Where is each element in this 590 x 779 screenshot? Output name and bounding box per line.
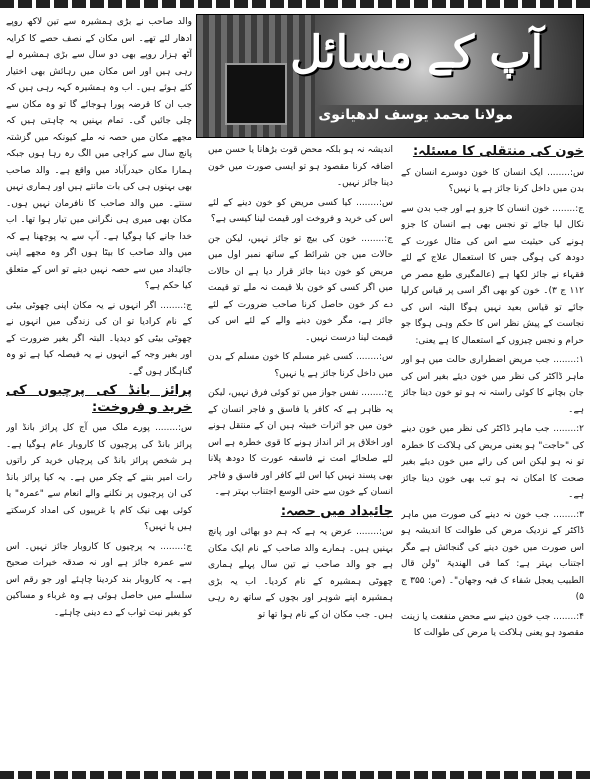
section-heading-property-share: جائیداد میں حصہ: xyxy=(280,503,393,519)
column-header-banner xyxy=(196,14,584,138)
paragraph: والد صاحب نے بڑی ہمشیرہ سے تین لاکھ روپے ادھار لئے تھے۔ اس مکان کے نصف حصے کا کرایہ آٹھ ہزار روپے بھی دو سال سے بڑی ہمشیرہ لے رہی ہیں اور اس مکان میں رہائش بھی اختیار کئے ہوئے ہیں۔ اب وہ ہمشیرہ کہہ رہی ہیں کہ جب ان کا قرضہ پورا ہوجائے گا تو وہ مکان سے چلی جائیں گی۔ تمام بہنیں یہ چاہتی ہیں کہ مجھے مکان میں حصہ نہ ملے کیونکہ میں گزشتہ پانچ سال سے کراچی میں الگ رہ رہا ہوں جبکہ ہمارا مکان حیدرآباد میں واقع ہے۔ والد صاحب بھی بہنوں ہی کی بات مانتے ہیں اور ہماری نہیں سنتے۔ میں والد صاحب کا نافرمان نہیں ہوں۔ مکان بھی میری ہی نگرانی میں تیار ہوا تھا۔ اب خدا جانے کیا ہوگیا ہے۔ آپ سے یہ پوچھنا ہے کہ میں والد صاحب کا بیٹا ہوں اگر وہ مجھے اپنی جائیداد میں سے حصہ نہیں دیتے تو اس کے متعلق کیا حکم ہے؟ xyxy=(6,17,192,291)
author-name: مولانا محمد یوسف لدھیانوی xyxy=(318,107,513,123)
paragraph: ج:........ خون انسان کا جزو ہے اور جب بدن سے نکال لیا جائے تو نجس بھی ہے انسان کا جزو ہونے کی حیثیت سے اس کی مثال عورت کے دودھ کی ہوگی جس کا استعمال علاج کے لئے فقہاء نے جائز لکھا ہے (عالمگیری طبع مصر ص ۱۱۲ ج ۳)۔ خون کو بھی اگر اسی پر قیاس کرلیا جائے تو قیاس بعید نہیں ہوگا البتہ اس کی نجاست کے پیش نظر اس کا حکم وہی ہوگا جو حرام و نجس چیزوں کے استعمال کا ہے یعنی: xyxy=(401,203,584,346)
section-heading-prize-bond: پرائز بانڈ کی پرچیوں کی خرید و فروخت: xyxy=(6,383,192,415)
paragraph: ۴:........ جب خون دینے سے محض منفعت یا زینت مقصود ہو یعنی ہلاکت یا مرض کی طوالت کا xyxy=(401,611,584,638)
paragraph: اندیشہ نہ ہو بلکہ محض قوت بڑھانا یا حسن میں اضافہ کرنا مقصود ہو تو ایسی صورت میں خون دینا جائز نہیں۔ xyxy=(208,145,393,188)
paragraph: ۳:........ جب خون نہ دینے کی صورت میں ماہر ڈاکٹر کے نزدیک مرض کی طوالت کا اندیشہ ہو اس صورت میں خون دینے کی گنجائش ہے مگر اجتناب بہتر ہے: کما فی الھندیۃ "ولن قال الطبیب یعجل شفاء ک فیہ وجھان"۔ (ص: ۳۵۵ ج ۵) xyxy=(401,509,584,602)
paragraph: س:........ کسی غیر مسلم کا خون مسلم کے بدن میں داخل کرنا جائز ہے یا نہیں؟ xyxy=(208,352,393,379)
paragraph: ج:........ خون کی بیچ تو جائز نہیں، لیکن جن حالات میں جن شرائط کے ساتھ نمبر اول میں مریض کو خون دینا جائز قرار دیا ہے ان حالات میں اگر کسی کو خون بلا قیمت نہ ملے تو قیمت دے کر خون حاصل کرنا صاحب ضرورت کے لئے جائز ہے، مگر خون دینے والے کے لئے اس کی قیمت لینا درست نہیں۔ xyxy=(208,233,393,343)
right-column xyxy=(401,142,584,764)
paragraph: ج:........ اگر انہوں نے یہ مکان اپنی چھوٹی بیٹی کے نام کرادیا تو ان کی زندگی میں انہوں نے چھوٹی بیٹی کو دیدیا۔ البتہ اگر بغیر ضرورت کے اور بغیر وجہ کے انہوں نے یہ فیصلہ کیا ہے تو وہ گناہگار ہوں گے۔ xyxy=(6,300,192,377)
section-heading-blood-transfusion: خون کی منتقلی کا مسئلہ: xyxy=(412,144,584,159)
paragraph: س:........ پورے ملک میں آج کل پرائز بانڈ اور پرائز بانڈ کی پرچیوں کا کاروبار عام ہوگیا ہے۔ ہر شخص پرائز بانڈ کی پرچیاں خرید کر راتوں رات امیر بننے کے چکر میں ہے۔ یہ کیا پرائز بانڈ کی ان پرچیوں پر نکلنے والے انعام سے "عمرہ" یا کوئی بھی نیک کام یا غریبوں کی امداد کرسکتے ہیں یا نہیں؟ xyxy=(6,423,192,532)
paragraph: س:........ عرض یہ ہے کہ ہم دو بھائی اور پانچ بہنیں ہیں۔ ہمارے والد صاحب کے نام ایک مکان ہے جو والد صاحب نے تین سال پہلے ہماری چھوٹی ہمشیرہ کے نام کردیا۔ اب یہ بڑی ہمشیرہ اپنے شوہر اور بچوں کے ساتھ رہ رہی ہیں۔ جب مکان ان کے نام ہوا تھا تو xyxy=(208,527,393,620)
paragraph: ج:........ یہ پرچیوں کا کاروبار جائز نہیں۔ اس سے عمرہ جائز ہے اور نہ صدقہ خیرات صحیح ہے۔ یہ کاروبار بند کردینا چاہئے اور جو رقم اس سلسلے میں حاصل ہوئی ہے وہ غرباء و مساکین کو بغیر نیت ثواب کے دے دینی چاہئے۔ xyxy=(6,541,192,618)
middle-column xyxy=(208,142,393,764)
paragraph: ۱:........ جب مریض اضطراری حالت میں ہو اور ماہر ڈاکٹر کی نظر میں خون دیئے بغیر اس کی جان بچانے کا کوئی راستہ نہ ہو تو خون دینا جائز ہے۔ xyxy=(401,355,584,415)
column-title: آپ کے مسائل xyxy=(290,27,543,78)
paragraph: س:........ کیا کسی مریض کو خون دینے کے لئے اس کی خرید و فروخت اور قیمت لینا کیسی ہے؟ xyxy=(208,197,393,224)
paragraph: ج:........ نفس جواز میں تو کوئی فرق نہیں، لیکن یہ ظاہر ہے کہ کافر یا فاسق و فاجر انسان کے خون میں جو اثرات خبیثہ ہیں ان کے منتقل ہونے اور اخلاق پر اثر انداز ہونے کا قوی خطرہ ہے اس لئے صلحائے امت نے فاسقہ عورت کا دودھ پلانا بھی پسند نہیں کیا اس لئے کافر اور فاسق و فاجر انسان کے خون سے حتی الوسع اجتناب بہتر ہے۔ xyxy=(208,388,393,497)
top-border xyxy=(0,0,590,8)
left-column xyxy=(6,14,192,764)
paragraph: س:........ ایک انسان کا خون دوسرے انسان کے بدن میں داخل کرنا جائز ہے یا نہیں؟ xyxy=(401,167,584,194)
newspaper-page xyxy=(6,14,584,764)
paragraph: ۲:........ جب ماہر ڈاکٹر کی نظر میں خون دینے کی "حاجت" ہو یعنی مریض کی ہلاکت کا خطرہ تو نہ ہو لیکن اس کی رائے میں خون دیئے بغیر صحت کا امکان نہ ہو تب بھی خون دینا جائز ہے۔ xyxy=(401,424,584,500)
bottom-border xyxy=(0,771,590,779)
